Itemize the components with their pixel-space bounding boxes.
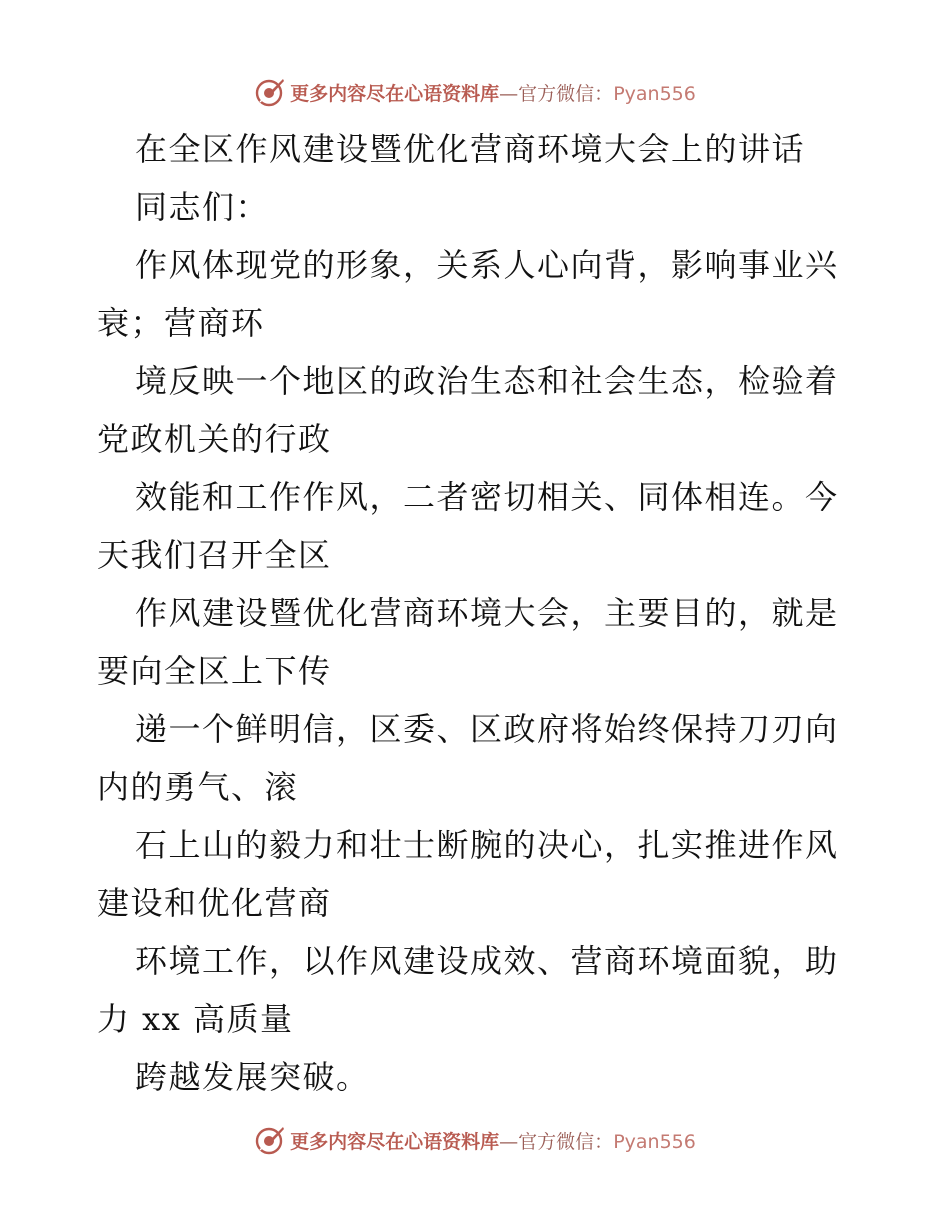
paragraph-line: 力 xx 高质量 xyxy=(97,1000,294,1038)
watermark-separator: — xyxy=(499,82,519,105)
paragraph-line: 要向全区上下传 xyxy=(97,652,332,690)
watermark-wechat-label: 官方微信： xyxy=(518,1130,614,1153)
document-body xyxy=(97,120,857,1106)
paragraph-line: 天我们召开全区 xyxy=(97,536,332,574)
paragraph-line: 衰；营商环 xyxy=(97,304,265,342)
watermark-wechat-id: Pyan556 xyxy=(613,1130,696,1153)
watermark-main: 更多内容尽在心语资料库 xyxy=(290,1130,500,1153)
paragraph-line: 党政机关的行政 xyxy=(97,420,332,458)
paragraph-line: 效能和工作作风，二者密切相关、同体相连。今 xyxy=(135,478,839,516)
quill-seal-icon xyxy=(254,76,286,108)
watermark-text xyxy=(290,79,696,106)
salutation: 同志们： xyxy=(135,188,270,226)
paragraph-line: 建设和优化营商 xyxy=(97,884,332,922)
header-watermark-banner xyxy=(0,72,950,112)
watermark-main: 更多内容尽在心语资料库 xyxy=(290,82,500,105)
footer-watermark-banner xyxy=(0,1120,950,1160)
watermark-separator: — xyxy=(499,1130,519,1153)
document-title: 在全区作风建设暨优化营商环境大会上的讲话 xyxy=(135,130,806,168)
watermark-wechat-id: Pyan556 xyxy=(613,82,696,105)
paragraph-line: 内的勇气、滚 xyxy=(97,768,299,806)
paragraph-line: 石上山的毅力和壮士断腕的决心，扎实推进作风 xyxy=(135,826,839,864)
paragraph-line: 境反映一个地区的政治生态和社会生态，检验着 xyxy=(135,362,839,400)
quill-seal-icon xyxy=(254,1124,286,1156)
watermark-text xyxy=(290,1127,696,1154)
paragraph-line: 跨越发展突破。 xyxy=(135,1058,370,1096)
watermark-wechat-label: 官方微信： xyxy=(518,82,614,105)
paragraph-line: 作风建设暨优化营商环境大会，主要目的，就是 xyxy=(135,594,839,632)
paragraph-line: 作风体现党的形象，关系人心向背，影响事业兴 xyxy=(135,246,839,284)
paragraph-line: 环境工作，以作风建设成效、营商环境面貌，助 xyxy=(135,942,839,980)
paragraph-line: 递一个鲜明信，区委、区政府将始终保持刀刃向 xyxy=(135,710,839,748)
